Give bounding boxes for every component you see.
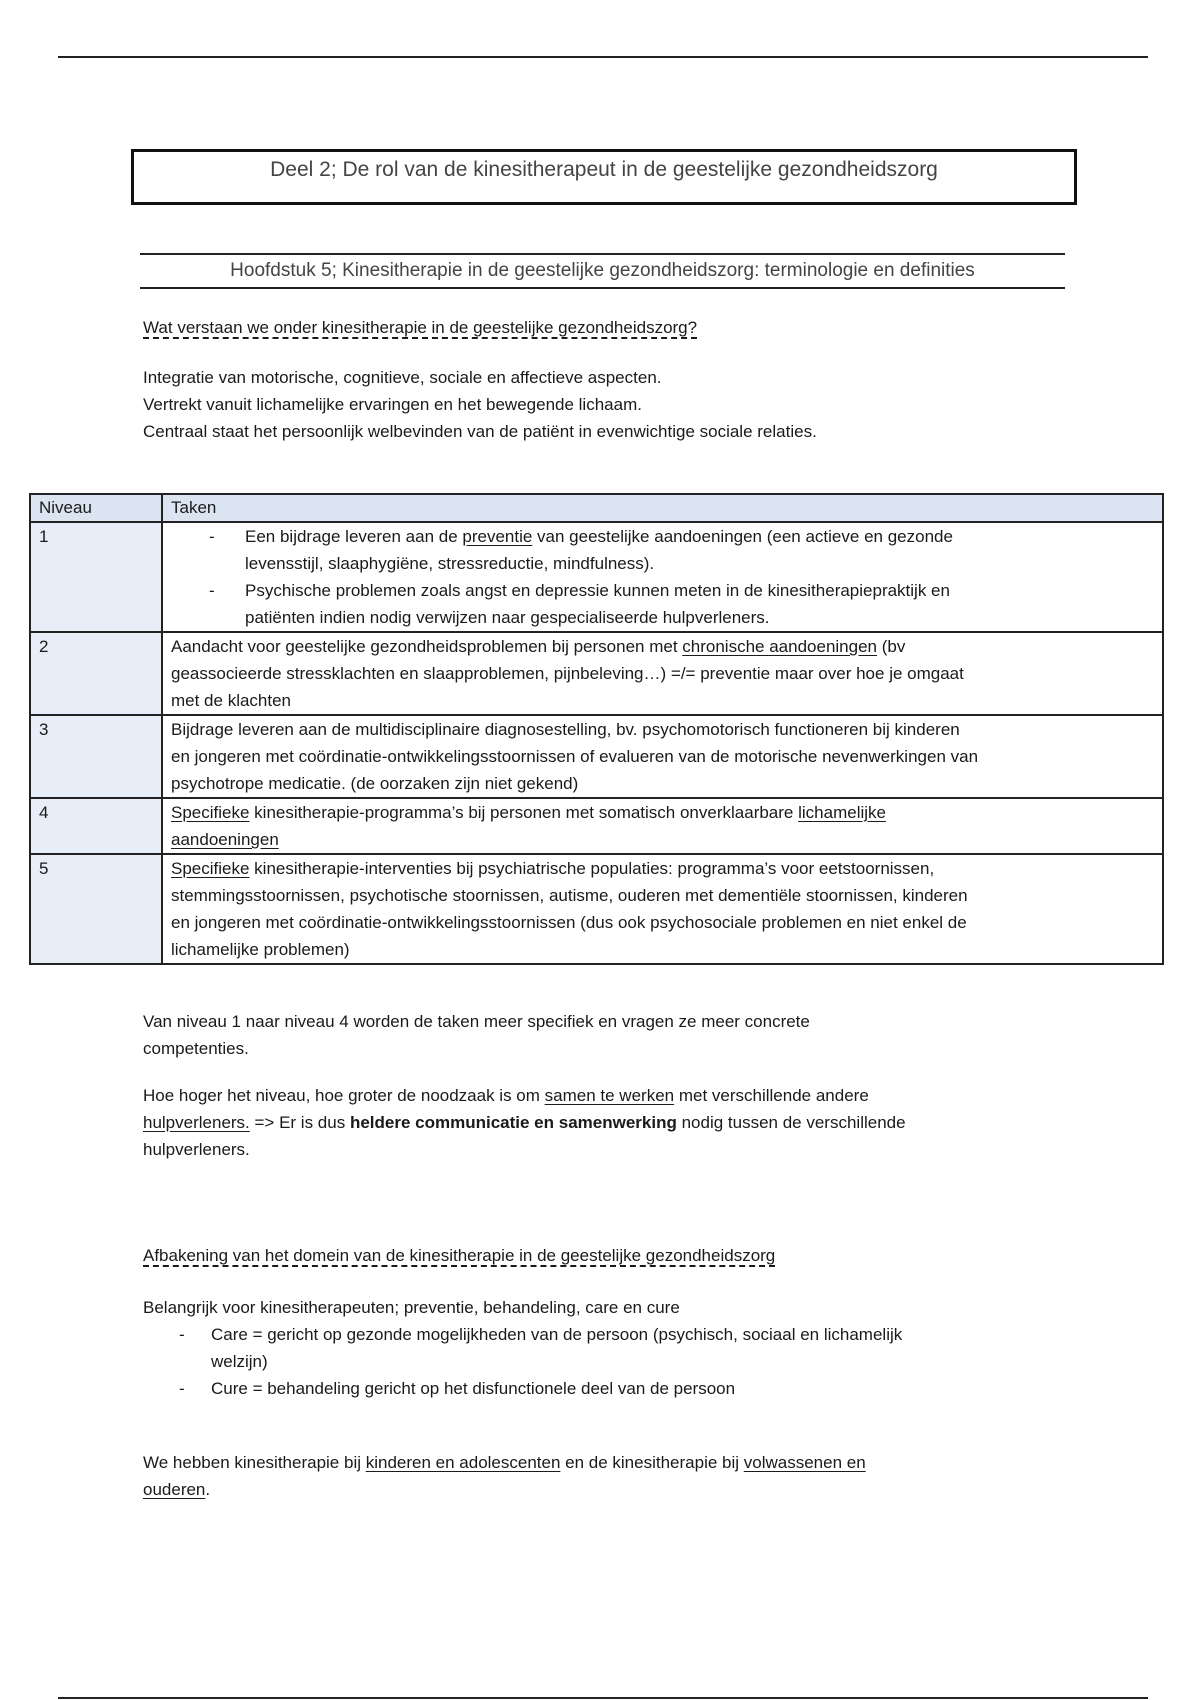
underlined-text: ouderen [143, 1480, 206, 1499]
text-line [143, 1476, 866, 1503]
text-line [245, 604, 1162, 631]
level-cell [30, 854, 162, 964]
text-line [171, 909, 1162, 936]
text-segment: patiënten indien nodig verwijzen naar gespecialiseerde hulpverleners. [245, 608, 770, 627]
text-segment: lichamelijke problemen) [171, 940, 350, 959]
paragraph-levels [143, 1008, 810, 1062]
bullet-marker: - [179, 1379, 185, 1398]
tasks-cell [162, 715, 1163, 798]
levels-table [29, 493, 1164, 965]
text-segment: . [205, 1480, 211, 1499]
section2-intro: Belangrijk voor kinesitherapeuten; preventie, behandeling, care en cure [143, 1298, 680, 1317]
text-segment: van geestelijke aandoeningen (een actieve en gezonde [532, 527, 953, 546]
intro-line: Integratie van motorische, cognitieve, sociale en affectieve aspecten. [143, 368, 662, 387]
intro-paragraph [143, 364, 817, 445]
text-line [143, 1136, 906, 1163]
table-row [30, 715, 1163, 798]
section2-bullet [143, 1321, 902, 1375]
text-segment: Psychische problemen zoals angst en depressie kunnen meten in de kinesitherapiepraktijk en [245, 581, 950, 600]
text-segment: Hoe hoger het niveau, hoe groter de noodzaak is om [143, 1086, 545, 1105]
text-segment: psychotrope medicatie. (de oorzaken zijn niet gekend) [171, 774, 579, 793]
level-number: 5 [39, 859, 49, 878]
level-number: 3 [39, 720, 49, 739]
part-title-box [131, 149, 1077, 205]
bullet-marker: - [179, 1325, 185, 1344]
section2-content [143, 1294, 902, 1402]
section2-bullet [143, 1375, 902, 1402]
underlined-text: kinderen en adolescenten [365, 1453, 561, 1472]
text-segment: Bijdrage leveren aan de multidisciplinaire diagnosestelling, bv. psychomotorisch functioneren bij kinderen [171, 720, 960, 739]
underlined-text: volwassenen en [743, 1453, 866, 1472]
bullet-marker: - [209, 581, 215, 600]
text-line [143, 1008, 810, 1035]
text-line [171, 855, 1162, 882]
intro-line: Centraal staat het persoonlijk welbevinden van de patiënt in evenwichtige sociale relaties. [143, 422, 817, 441]
chapter-heading [140, 253, 1065, 289]
level-cell [30, 632, 162, 715]
text-segment: stemmingsstoornissen, psychotische stoornissen, autisme, ouderen met dementiële stoornissen, kinderen [171, 886, 968, 905]
tasks-cell [162, 854, 1163, 964]
tasks-cell [162, 632, 1163, 715]
text-line [171, 826, 1162, 853]
bullet-text: Care = gericht op gezonde mogelijkheden van de persoon (psychisch, sociaal en lichamelijk [211, 1325, 903, 1344]
tasks-cell [162, 522, 1163, 632]
underlined-text: aandoeningen [171, 830, 279, 849]
task-bullet [171, 523, 1162, 577]
text-segment: kinesitherapie-programma’s bij personen met somatisch onverklaarbare [249, 803, 799, 822]
question-heading [143, 314, 697, 341]
text-segment: competenties. [143, 1039, 249, 1058]
level-number: 1 [39, 527, 49, 546]
text-line [143, 1449, 866, 1476]
intro-line: Vertrekt vanuit lichamelijke ervaringen en het bewegende lichaam. [143, 395, 642, 414]
text-line [171, 770, 1162, 797]
text-line [245, 523, 1162, 550]
part-title: Deel 2; De rol van de kinesitherapeut in de geestelijke gezondheidszorg [270, 158, 938, 181]
header-niveau: Niveau [30, 494, 162, 522]
text-line [143, 1109, 906, 1136]
bullet-text: welzijn) [211, 1352, 268, 1371]
table-row [30, 522, 1163, 632]
tasks-cell [162, 798, 1163, 854]
text-segment: Aandacht voor geestelijke gezondheidsproblemen bij personen met [171, 637, 683, 656]
text-segment: We hebben kinesitherapie bij [143, 1453, 366, 1472]
text-line [171, 936, 1162, 963]
text-line [143, 1082, 906, 1109]
level-cell [30, 715, 162, 798]
level-number: 4 [39, 803, 49, 822]
underlined-text: samen te werken [544, 1086, 675, 1105]
text-line [143, 1035, 810, 1062]
text-segment: kinesitherapie-interventies bij psychiatrische populaties: programma’s voor eetstoornissen, [249, 859, 935, 878]
text-line [171, 743, 1162, 770]
footer-rule [58, 1697, 1148, 1699]
level-cell [30, 798, 162, 854]
underlined-text: preventie [462, 527, 533, 546]
bullet-text: Cure = behandeling gericht op het disfunctionele deel van de persoon [211, 1379, 736, 1398]
underlined-text: Specifieke [171, 803, 250, 822]
underlined-text: Specifieke [171, 859, 250, 878]
chapter-title: Hoofdstuk 5; Kinesitherapie in de geestelijke gezondheidszorg: terminologie en definities [230, 260, 975, 281]
level-number: 2 [39, 637, 49, 656]
text-segment: levensstijl, slaaphygiëne, stressreductie, mindfulness). [245, 554, 655, 573]
text-segment: en jongeren met coördinatie-ontwikkelingsstoornissen (dus ook psychosociale problemen en niet enkel de [171, 913, 967, 932]
table-row [30, 632, 1163, 715]
text-segment: Een bijdrage leveren aan de [245, 527, 463, 546]
text-line [171, 687, 1162, 714]
question-text: Wat verstaan we onder kinesitherapie in de geestelijke gezondheidszorg? [143, 318, 698, 337]
paragraph-populations [143, 1449, 866, 1503]
text-segment: nodig tussen de verschillende [676, 1113, 906, 1132]
section2-heading [143, 1242, 775, 1269]
table-header-row [30, 494, 1163, 522]
underlined-text: hulpverleners. [143, 1113, 250, 1132]
table-row [30, 854, 1163, 964]
bullet-marker: - [209, 527, 215, 546]
text-line [171, 716, 1162, 743]
text-segment: en de kinesitherapie bij [560, 1453, 744, 1472]
text-line [171, 633, 1162, 660]
text-segment: => Er is dus [249, 1113, 350, 1132]
text-segment: met de klachten [171, 691, 292, 710]
text-line [171, 882, 1162, 909]
text-line [245, 577, 1162, 604]
underlined-text: lichamelijke [798, 803, 886, 822]
underlined-text: chronische aandoeningen [682, 637, 877, 656]
text-line [245, 550, 1162, 577]
text-segment: hulpverleners. [143, 1140, 250, 1159]
text-segment: geassocieerde stressklachten en slaapproblemen, pijnbeleving…) =/= preventie maar over hoe je omgaat [171, 664, 964, 683]
header-rule [58, 56, 1148, 58]
section2-heading-text: Afbakening van het domein van de kinesitherapie in de geestelijke gezondheidszorg [143, 1246, 776, 1265]
bold-text: heldere communicatie en samenwerking [349, 1113, 677, 1132]
paragraph-collaboration [143, 1082, 906, 1163]
text-segment: (bv [877, 637, 906, 656]
level-cell [30, 522, 162, 632]
text-line [171, 799, 1162, 826]
text-segment: en jongeren met coördinatie-ontwikkelingsstoornissen of evalueren van de motorische nevenwerkingen van [171, 747, 979, 766]
text-segment: Van niveau 1 naar niveau 4 worden de taken meer specifiek en vragen ze meer concrete [143, 1012, 810, 1031]
task-bullet [171, 577, 1162, 631]
text-line [171, 660, 1162, 687]
table-row [30, 798, 1163, 854]
header-taken: Taken [162, 494, 1163, 522]
text-segment: met verschillende andere [674, 1086, 869, 1105]
